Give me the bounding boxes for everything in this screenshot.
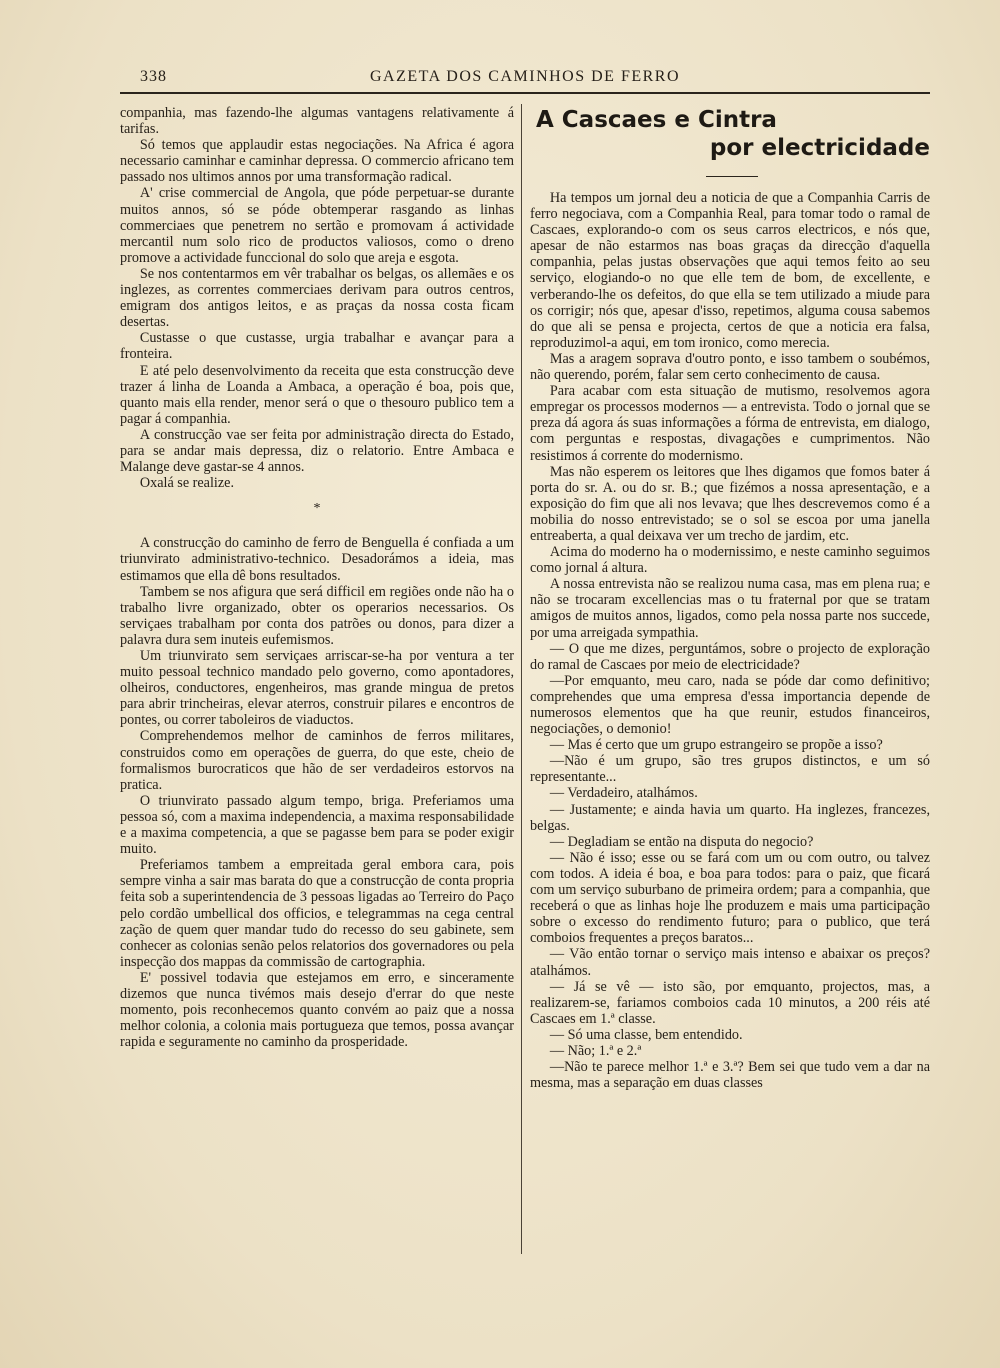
article-title-line1: A Cascaes e Cintra xyxy=(536,107,777,133)
paragraph: A construcção vae ser feita por administração directa do Estado, para se andar mais depressa, diz o relatorio. Entre Ambaca e Malange deve gastar-se 4 annos. xyxy=(120,426,514,476)
paragraph: —Por emquanto, meu caro, nada se póde dar como definitivo; comprehendes que uma empresa d'essa importancia depende de numerosos elementos que ha que reunir, estudos financeiros, negociações, o demonio! xyxy=(530,672,930,738)
paragraph: E' possivel todavia que estejamos em erro, e sinceramente dizemos que nunca tivémos mais desejo d'errar do que neste momento, pois reconhecemos quanto convém ao paiz que a nossa melhor colonia, a colonia mais portugueza que temos, possa avançar rapida e seguramente no caminho da prosperidade. xyxy=(120,969,514,1051)
journal-title: GAZETA DOS CAMINHOS DE FERRO xyxy=(369,68,681,85)
title-rule xyxy=(706,176,758,177)
paragraph: Custasse o que custasse, urgia trabalhar e avançar para a fronteira. xyxy=(120,330,514,363)
paragraph: — Só uma classe, bem entendido. xyxy=(549,1026,743,1043)
paragraph: Só temos que applaudir estas negociações. Na Africa é agora necessario caminhar e caminhar depressa. O commercio africano tem passado nos ultimos annos por uma transformação radical. xyxy=(120,137,514,186)
paragraph: —Não te parece melhor 1.ª e 3.ª? Bem sei que tudo vem a dar na mesma, mas a separação em duas classes xyxy=(530,1059,930,1092)
paragraph: Mas a aragem soprava d'outro ponto, e isso tambem o soubémos, não querendo, porém, falar sem certo conhecimento de causa. xyxy=(530,350,930,384)
paragraph: O triunvirato passado algum tempo, briga. Preferiamos uma pessoa só, com a maxima independencia, a maxima responsabilidade e a maxima competencia, a que se pagasse bem para se poder exigir muito. xyxy=(120,792,514,858)
article-title-line2: por electricidade xyxy=(709,135,930,161)
page-number: 338 xyxy=(140,68,167,85)
paragraph: Preferiamos tambem a empreitada geral embora cara, pois sempre vinha a sair mas barata do que a construcção de conta propria feita sob a superintendencia de 3 pessoas ligadas ao Terreiro do Paço pelo cordão umbellical dos officios, e telegrammas na cega central zação de quem quer mandar tudo do recesso do seu gabinete, sem conhecer as colonias senão pelos relatorios dos governadores ou pela inspecção dos mappas da commissão de cartographia. xyxy=(120,857,514,970)
column-divider xyxy=(521,104,522,1254)
paragraph: Tambem se nos afigura que será difficil em regiões onde não ha o trabalho livre organizado, obter os operarios necessarios. Os serviçaes trabalham por conta dos patrões ou donos, para dizer a palavra dura sem inuteis eufemismos. xyxy=(120,583,514,648)
paragraph: Se nos contentarmos em vêr trabalhar os belgas, os allemães e os inglezes, as correntes commerciaes derivam para outros centros, emigram dos antigos leitos, e as praças da nossa costa ficam desertas. xyxy=(120,265,514,331)
paragraph: Mas não esperem os leitores que lhes digamos que fomos bater á porta do sr. A. ou do sr. B.; que fizémos a nossa apresentação, e a exposição do fim que ali nos levava; que lhes descrevemos como é a mobilia do nosso entrevistado; se o sol se escoa por uma janella entreaberta, a qual deixava ver um trecho de jardim, etc. xyxy=(530,463,930,544)
paragraph: Acima do moderno ha o modernissimo, e neste caminho seguimos como jornal á altura. xyxy=(530,544,930,577)
paragraph: Para acabar com esta situação de mutismo, resolvemos agora empregar os processos modernos — a entrevista. Todo o jornal que se preza dá agora ás suas informações a fórma de entrevista, em dialogo, com perguntas e respostas, divagações e cumprimentos. Não resistimos á corrente do modernismo. xyxy=(530,383,930,464)
paragraph: Oxalá se realize. xyxy=(139,475,235,492)
header-rule xyxy=(120,92,930,94)
paragraph: A' crise commercial de Angola, que póde perpetuar-se durante muitos annos, só se póde obtemperar rasgando as linhas commerciaes que penetrem no sertão e promovam á actividade mercantil num solo rico de productos valiosos, como o dreno promove a actividade funccional do solo que areja e esgota. xyxy=(120,185,514,266)
left-column xyxy=(120,105,514,1050)
paragraph: — O que me dizes, perguntámos, sobre o projecto de exploração do ramal de Cascaes por meio de electricidade? xyxy=(530,640,930,673)
paragraph: — Não é isso; esse ou se fará com um ou com outro, ou talvez com todos. A ideia é boa, e boa para todos: para o paiz, que ficará com um serviço suburbano de primeira ordem; para a companhia, que receberá o que as linhas hoje lhe produzem e mais uma participação sobre o excesso do rendimento futuro; para o publico, que terá comboios frequentes a preços baratos... xyxy=(530,849,930,947)
paragraph: A construcção do caminho de ferro de Benguella é confiada a um triunvirato administrativo-technico. Desadorámos a ideia, mas estimamos que ella dê bons resultados. xyxy=(120,535,514,584)
paragraph: — Não; 1.ª e 2.ª xyxy=(549,1042,642,1059)
paragraph: — Vão então tornar o serviço mais intenso e abaixar os preços? atalhámos. xyxy=(530,946,930,979)
paragraph: — Já se vê — isto são, por emquanto, projectos, mas, a realizarem-se, fariamos comboios cada 10 minutos, a 200 réis até Cascaes em 1.ª classe. xyxy=(530,978,930,1027)
article-title xyxy=(530,106,930,166)
paragraph: — Degladiam se então na disputa do negocio? xyxy=(549,833,814,850)
paragraph: —Não é um grupo, são tres grupos distinctos, e um só representante... xyxy=(530,753,930,786)
paragraph: — Verdadeiro, atalhámos. xyxy=(549,785,698,802)
section-separator: * xyxy=(313,501,321,517)
page-header xyxy=(120,66,930,92)
paragraph: — Mas é certo que um grupo estrangeiro se propõe a isso? xyxy=(549,737,883,754)
paragraph: A nossa entrevista não se realizou numa casa, mas em plena rua; e não se trocaram excellencias mas o tu fraternal por que se tratam amigos de muitos annos, ligados, como pela nossa parte nos succede, por uma arreigada sympathia. xyxy=(530,576,930,641)
right-column xyxy=(530,190,930,1091)
paragraph: Um triunvirato sem serviçaes arriscar-se-ha por ventura a ter muito pessoal technico mandado pelo governo, como apontadores, olheiros, conductores, engenheiros, mas grande mingua de pretos para abrir trincheiras, elevar aterros, construir pilares e encontros de pontes, ou correr taboleiros de viaductos. xyxy=(120,648,514,729)
paragraph: — Justamente; e ainda havia um quarto. Ha inglezes, francezes, belgas. xyxy=(530,801,930,834)
paragraph: Comprehendemos melhor de caminhos de ferros militares, construidos como em operações de guerra, do que este, cheio de formalismos burocraticos que hão de ser verdadeiros estorvos na pratica. xyxy=(120,728,514,793)
paragraph: Ha tempos um jornal deu a noticia de que a Companhia Carris de ferro negociava, com a Companhia Real, para tomar todo o ramal de Cascaes, explorando-o com os seus carros electricos, e nós que, apesar de não estarmos nas boas graças da direcção d'aquella companhia, pelas justas observações que aqui temos feito ao seu serviço, elogiando-o no que elle tem de bom, de excellente, e verberando-lhe os defeitos, do que ella se tem utilizado a miude para os corrigir; nós que, apesar d'isso, repetimos, alguma cousa sabemos do que ali se pensa e projecta, certos de que a noticia era falsa, reproduzimol-a aqui, em tom ironico, como merecia. xyxy=(530,190,930,351)
paragraph: E até pelo desenvolvimento da receita que esta construcção deve trazer á linha de Loanda a Ambaca, a operação é boa, pois que, quanto mais ella render, menor será o que o thesouro publico tem a pagar á companhia. xyxy=(120,362,514,427)
paragraph: companhia, mas fazendo-lhe algumas vantagens relativamente á tarifas. xyxy=(120,105,514,138)
